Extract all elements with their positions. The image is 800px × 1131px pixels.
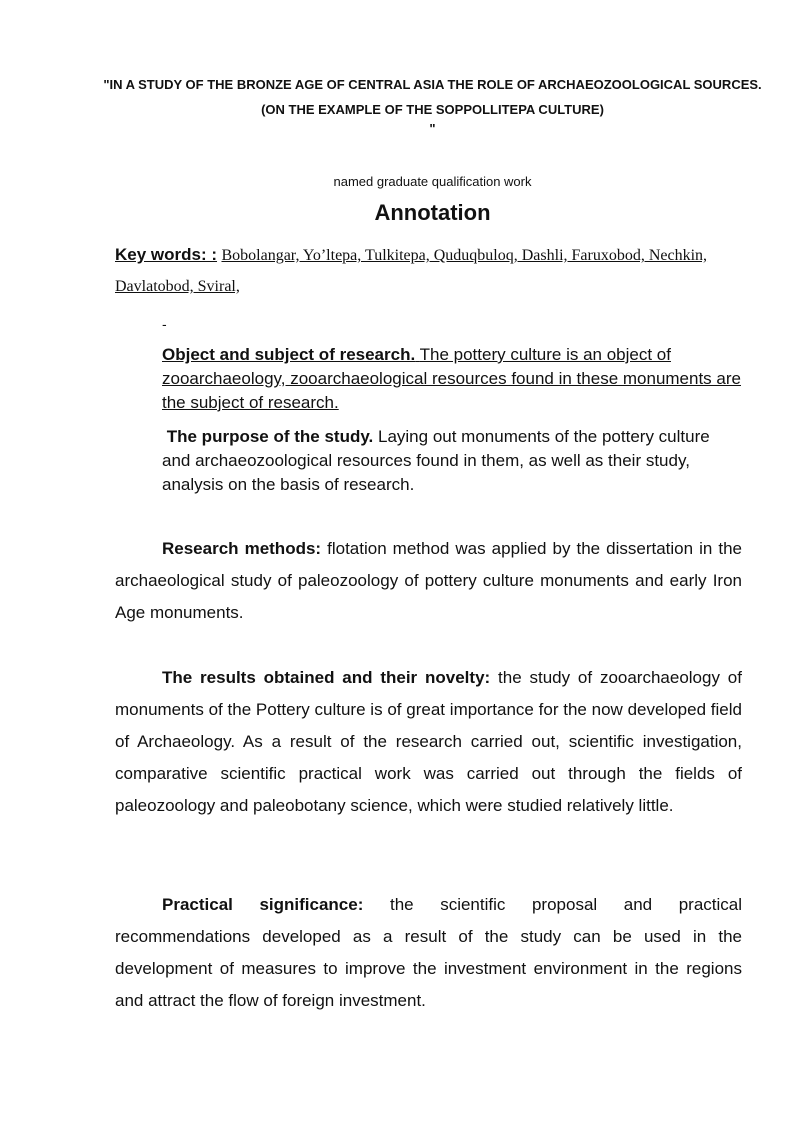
practical-label: Practical significance:: [162, 895, 364, 914]
methods-label: Research methods:: [162, 539, 322, 558]
list-dash: -: [162, 316, 167, 332]
object-subject-section: [162, 343, 742, 415]
keywords-list: Bobolangar, Yo’ltepa, Tulkitepa, Quduqbuloq, Dashli, Faruxobod, Nechkin, Davlatobod, Sviral,: [115, 247, 708, 295]
object-subject-text: The pottery culture is an object of zooarchaeology, zooarchaeological resources found in these monuments are the subject of research.: [162, 345, 741, 412]
purpose-section: [162, 425, 742, 497]
object-subject-label: Object and subject of research.: [162, 345, 416, 364]
purpose-label: The purpose of the study.: [166, 427, 374, 446]
document-subtitle: named graduate qualification work: [333, 174, 532, 189]
practical-paragraph: [115, 889, 742, 1017]
keywords-section: [115, 239, 755, 302]
purpose-text: Laying out monuments of the pottery culture and archaeozoological resources found in them, as well as their study, analysis on the basis of research.: [162, 427, 710, 494]
document-title-closing-quote: ": [429, 121, 436, 136]
results-label: The results obtained and their novelty:: [162, 668, 491, 687]
results-paragraph: [115, 662, 742, 822]
document-title: "IN A STUDY OF THE BRONZE AGE OF CENTRAL ASIA THE ROLE OF ARCHAEOZOOLOGICAL SOURCES. (ON THE EXAMPLE OF THE SOPPOLLITEPA CULTURE): [103, 77, 762, 117]
methods-paragraph: [115, 533, 742, 629]
methods-text: flotation method was applied by the dissertation in the archaeological study of paleozoology of pottery culture monuments and early Iron Age monuments.: [115, 539, 742, 622]
practical-text: the scientific proposal and practical recommendations developed as a result of the study can be used in the development of measures to improve the investment environment in the regions and attract the flow of foreign investment.: [115, 895, 742, 1010]
results-text: the study of zooarchaeology of monuments of the Pottery culture is of great importance for the now developed field of Archaeology. As a result of the research carried out, scientific investigation, comparative scientific practical work was carried out through the fields of paleozoology and paleobotany science, which were studied relatively little.: [115, 668, 742, 815]
annotation-heading: Annotation: [374, 200, 491, 225]
keywords-label: Key words: :: [115, 245, 218, 264]
